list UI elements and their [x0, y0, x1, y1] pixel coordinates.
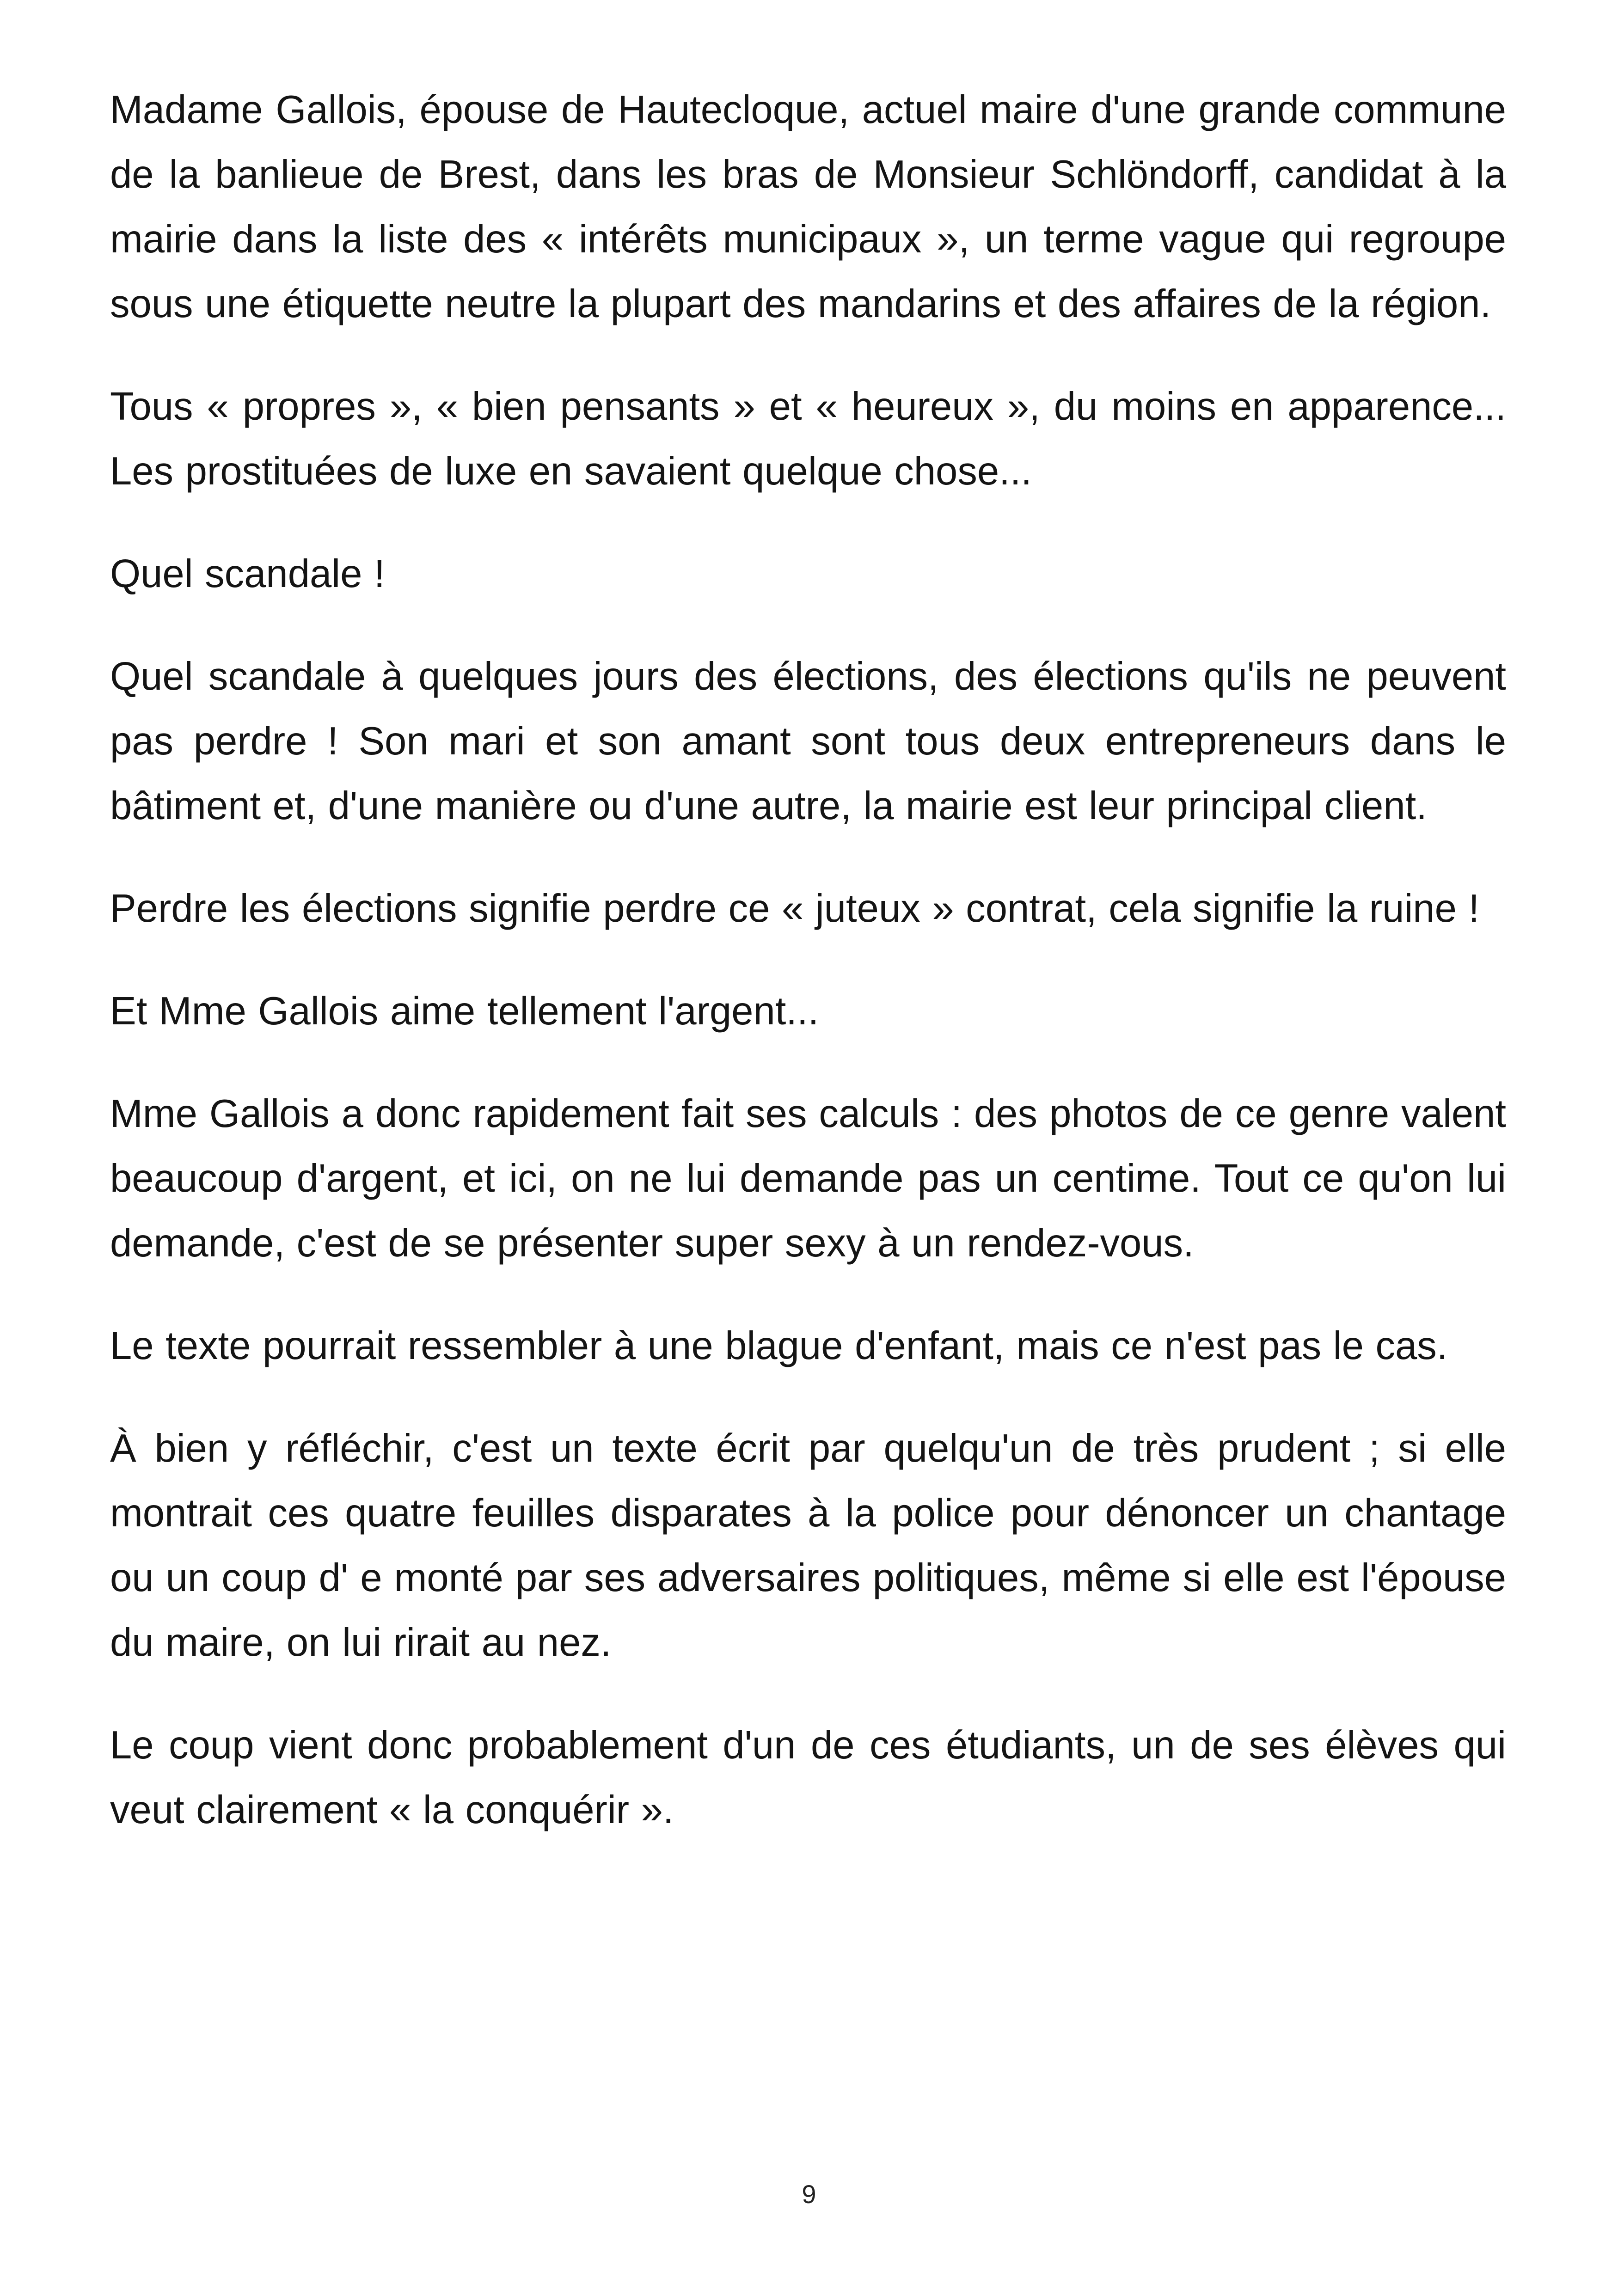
paragraph: À bien y réfléchir, c'est un texte écrit par quelqu'un de très prudent ; si elle montrait ces quatre feuilles disparates à la police pour dénoncer un chantage ou un coup d' e monté par ses adversaires politiques, même si elle est l'épouse du maire, on lui rirait au nez. [110, 1427, 1506, 1665]
paragraph: Perdre les élections signifie perdre ce « juteux » contrat, cela signifie la ruine ! [110, 887, 1480, 931]
paragraph: Le coup vient donc probablement d'un de ces étudiants, un de ses élèves qui veut clairement « la conquérir ». [110, 1723, 1506, 1832]
paragraph: Madame Gallois, épouse de Hautecloque, actuel maire d'une grande commune de la banlieue de Brest, dans les bras de Monsieur Schlöndorff, candidat à la mairie dans la liste des « intérêts municipaux », un terme vague qui regroupe sous une étiquette neutre la plupart des mandarins et des affaires de la région. [110, 88, 1506, 326]
paragraph: Quel scandale à quelques jours des élections, des élections qu'ils ne peuvent pas perdre ! Son mari et son amant sont tous deux entrepreneurs dans le bâtiment et, d'une manière ou d'une autre, la mairie est leur principal client. [110, 655, 1506, 828]
paragraph: Mme Gallois a donc rapidement fait ses calculs : des photos de ce genre valent beaucoup d'argent, et ici, on ne lui demande pas un centime. Tout ce qu'on lui demande, c'est de se présenter super sexy à un rendez-vous. [110, 1092, 1506, 1265]
paragraph: Et Mme Gallois aime tellement l'argent... [110, 989, 819, 1033]
paragraph: Tous « propres », « bien pensants » et « heureux », du moins en apparence... Les prostituées de luxe en savaient quelque chose... [110, 385, 1506, 493]
page-number: 9 [802, 2180, 816, 2209]
paragraph: Quel scandale ! [110, 552, 385, 596]
paragraph: Le texte pourrait ressembler à une blague d'enfant, mais ce n'est pas le cas. [110, 1324, 1448, 1368]
page-body [110, 78, 1506, 1880]
